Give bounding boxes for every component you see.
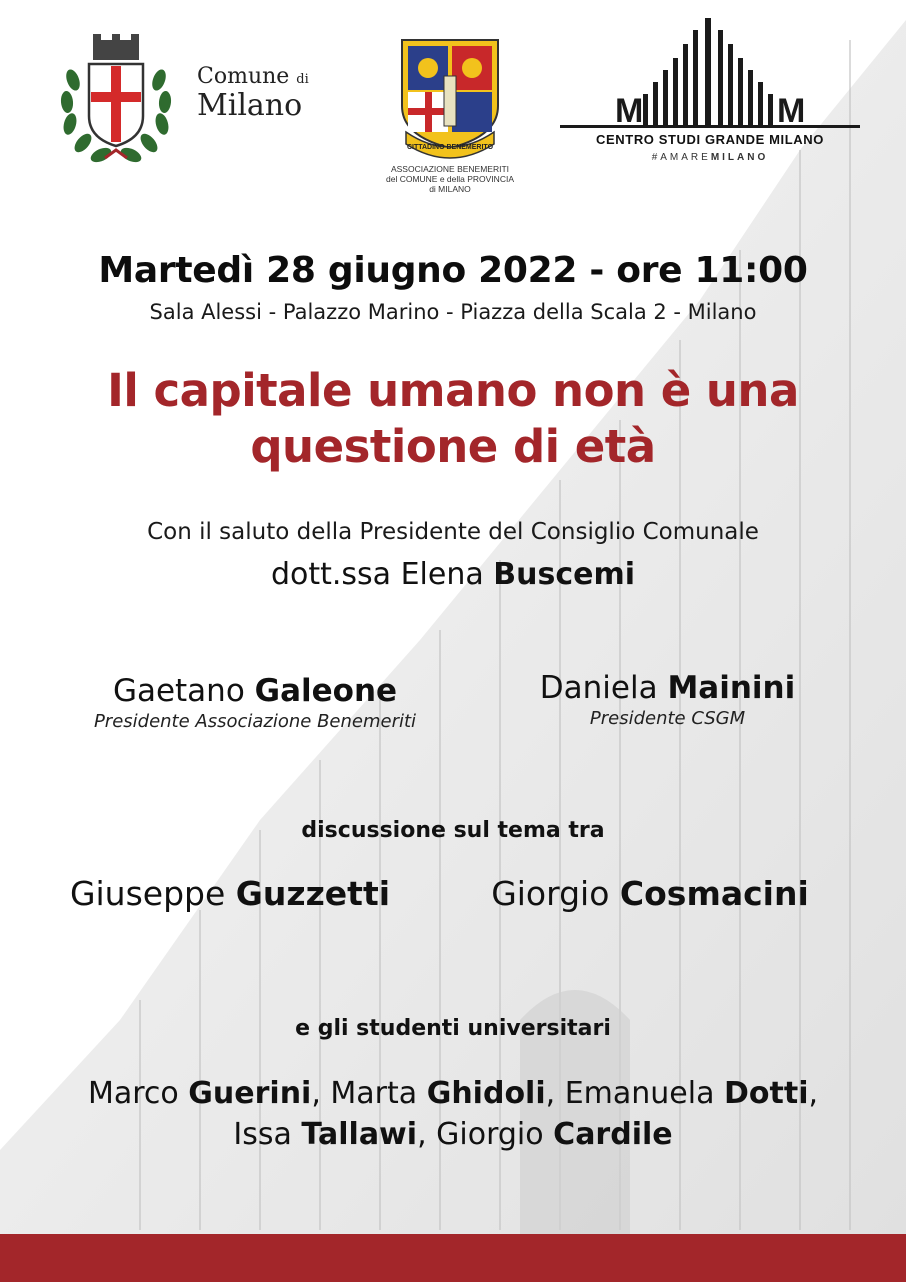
student-name: Issa Tallawi — [233, 1117, 418, 1152]
host-role: Presidente CSGM — [589, 708, 746, 729]
event-date: Martedì 28 giugno 2022 - ore 11:00 — [98, 250, 808, 291]
president-name-prefix: dott.ssa Elena — [270, 557, 484, 592]
comune-label: Comune di — [197, 64, 309, 89]
associazione-benemeriti-logo — [370, 36, 530, 206]
student-name: Marco Guerini — [87, 1076, 312, 1111]
csgm-name: CENTRO STUDI GRANDE MILANO — [596, 132, 824, 147]
host-galeone — [40, 673, 470, 732]
comune-di-milano-logo — [55, 30, 335, 170]
assoc-caption-line: di MILANO — [429, 184, 471, 194]
event-title-line-1: Il capitale umano non è una — [107, 364, 799, 417]
student-name: Giorgio Cardile — [436, 1117, 673, 1152]
badge-text: CITTADINO BENEMERITO — [406, 144, 494, 151]
student-name: Marta Ghidoli — [330, 1076, 546, 1111]
students-line-2: Issa Tallawi, Giorgio Cardile — [233, 1117, 673, 1152]
greeting-president — [0, 557, 906, 592]
svg-text:M: M — [615, 92, 644, 130]
milano-label: Milano — [197, 88, 303, 123]
host-mainini — [490, 670, 845, 729]
students-line-1: Marco Guerini, Marta Ghidoli, Emanuela Dotti, — [87, 1076, 819, 1111]
student-name: Emanuela Dotti — [564, 1076, 809, 1111]
speaker-guzzetti: Giuseppe Guzzetti — [69, 874, 391, 913]
csgm-tagline: #AMAREMILANO — [651, 152, 769, 163]
comune-crest-icon — [55, 30, 185, 170]
host-role: Presidente Associazione Benemeriti — [93, 711, 417, 732]
students-heading: e gli studenti universitari — [295, 1016, 611, 1041]
footer-bar — [0, 1234, 906, 1282]
host-name: Daniela Mainini — [539, 670, 796, 706]
discussion-heading: discussione sul tema tra — [301, 818, 605, 843]
svg-text:M: M — [777, 92, 806, 130]
assoc-caption — [370, 164, 530, 194]
speaker-cosmacini: Giorgio Cosmacini — [491, 874, 809, 913]
president-surname: Buscemi — [493, 557, 636, 592]
event-title-line-2: questione di età — [250, 420, 656, 473]
csgm-logo — [555, 14, 865, 174]
host-name: Gaetano Galeone — [112, 673, 398, 709]
benemeriti-crest-icon — [370, 36, 530, 161]
greeting-text: Con il saluto della Presidente del Consiglio Comunale — [147, 519, 759, 545]
csgm-skyline-icon — [555, 14, 865, 132]
assoc-caption-line: del COMUNE e della PROVINCIA — [385, 174, 514, 184]
event-venue: Sala Alessi - Palazzo Marino - Piazza della Scala 2 - Milano — [149, 300, 757, 324]
assoc-caption-line: ASSOCIAZIONE BENEMERITI — [390, 164, 510, 174]
